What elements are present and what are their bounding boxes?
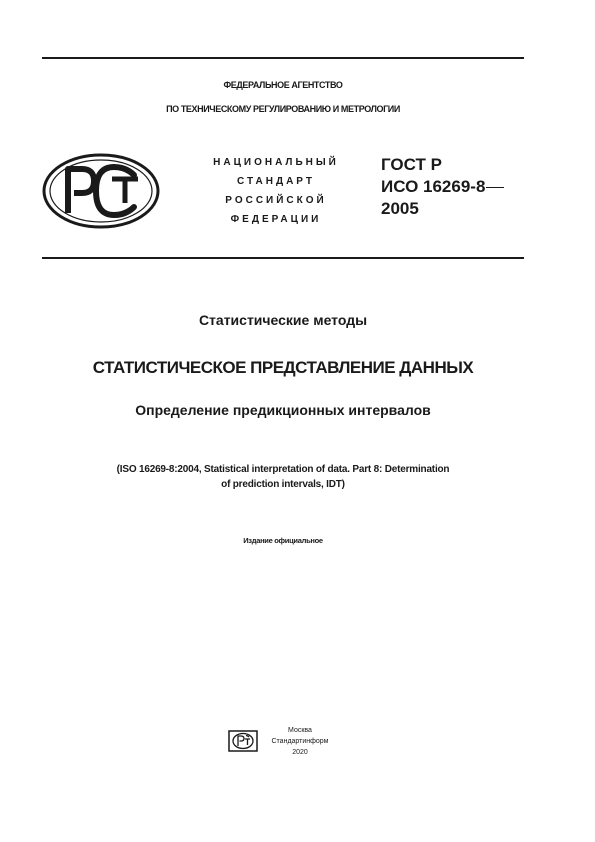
code-line-2-text: ИСО 16269-8 <box>381 177 486 196</box>
middle-rule <box>42 257 524 259</box>
code-line-1: ГОСТ Р <box>381 155 442 174</box>
rst-conformity-mark-icon <box>42 153 160 229</box>
iso-reference <box>42 462 524 492</box>
code-line-3: 2005 <box>381 199 419 218</box>
code-line-2 <box>381 176 504 198</box>
publisher-year: 2020 <box>292 749 308 756</box>
edition-note: Издание официальное <box>243 536 323 545</box>
agency-line-2: ПО ТЕХНИЧЕСКОМУ РЕГУЛИРОВАНИЮ И МЕТРОЛОГИИ <box>166 104 400 114</box>
publisher-block <box>260 725 340 758</box>
title-line-2: СТАТИСТИЧЕСКОЕ ПРЕДСТАВЛЕНИЕ ДАННЫХ <box>92 358 474 377</box>
code-dash <box>486 187 504 189</box>
publisher-city: Москва <box>288 727 312 734</box>
agency-line-1: ФЕДЕРАЛЬНОЕ АГЕНТСТВО <box>223 80 343 90</box>
national-line-2: СТАНДАРТ <box>237 176 315 187</box>
title-line-1: Статистические методы <box>198 312 368 328</box>
publisher-name: Стандартинформ <box>271 738 329 745</box>
national-line-4: ФЕДЕРАЦИИ <box>230 214 322 225</box>
national-standard-block <box>176 153 376 229</box>
standartinform-logo-icon <box>228 730 258 752</box>
top-rule <box>42 57 524 59</box>
national-line-1: НАЦИОНАЛЬНЫЙ <box>213 157 339 168</box>
iso-reference-line-1: (ISO 16269-8:2004, Statistical interpretation of data. Part 8: Determination <box>116 464 450 475</box>
national-line-3: РОССИЙСКОЙ <box>225 195 327 206</box>
standard-code <box>381 154 504 220</box>
iso-reference-line-2: of prediction intervals, IDT) <box>221 479 345 490</box>
title-line-3: Определение предикционных интервалов <box>135 402 431 418</box>
